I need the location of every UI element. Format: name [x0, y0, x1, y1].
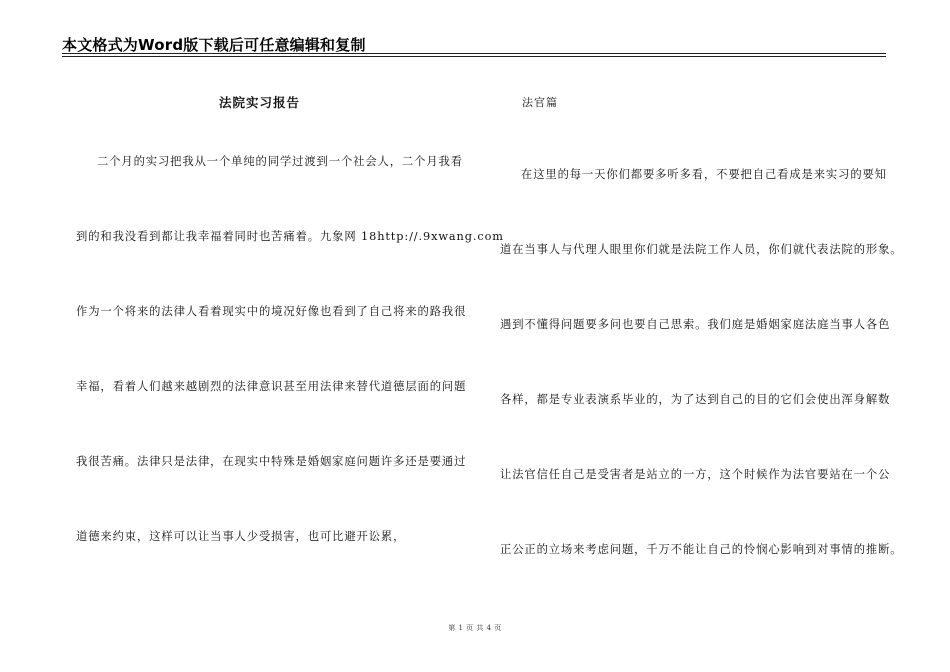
left-paragraph-line: 到的和我没看到都让我幸福着同时也苦痛着。九象网 18http://.9xwang.com — [76, 230, 504, 243]
section-title: 法官篇 — [522, 96, 558, 109]
banner-divider-top — [62, 53, 886, 54]
banner-divider-bottom — [62, 56, 886, 57]
right-paragraph-line: 让法官信任自己是受害者是站立的一方，这个时候作为法官要站在一个公 — [500, 468, 891, 481]
right-paragraph-line: 各样，都是专业表演系毕业的，为了达到自己的目的它们会使出浑身解数 — [500, 393, 891, 406]
left-paragraph-line: 我很苦痛。法律只是法律，在现实中特殊是婚姻家庭问题许多还是要通过 — [76, 455, 467, 468]
left-paragraph-line: 二个月的实习把我从一个单纯的同学过渡到一个社会人，二个月我看 — [97, 155, 463, 168]
left-paragraph-line: 幸福，看着人们越来越剧烈的法律意识甚至用法律来替代道德层面的问题 — [76, 380, 467, 393]
right-paragraph-line: 道在当事人与代理人眼里你们就是法院工作人员，你们就代表法院的形象。 — [500, 243, 903, 256]
document-title: 法院实习报告 — [219, 95, 301, 110]
left-paragraph-line: 作为一个将来的法律人看着现实中的境况好像也看到了自己将来的路我很 — [76, 305, 467, 318]
right-paragraph-line: 正公正的立场来考虑问题，千万不能让自己的怜悯心影响到对事情的推断。 — [500, 543, 903, 556]
left-paragraph-line: 道德来约束，这样可以让当事人少受损害，也可比避开讼累， — [76, 530, 406, 543]
right-paragraph-line: 遇到不懂得问题要多问也要自己思索。我们庭是婚姻家庭法庭当事人各色 — [500, 318, 891, 331]
page-number: 第 1 页 共 4 页 — [448, 624, 502, 632]
download-notice-banner: 本文格式为Word版下载后可任意编辑和复制 — [62, 36, 366, 54]
right-paragraph-line: 在这里的每一天你们都要多听多看，不要把自己看成是来实习的要知 — [521, 168, 887, 181]
